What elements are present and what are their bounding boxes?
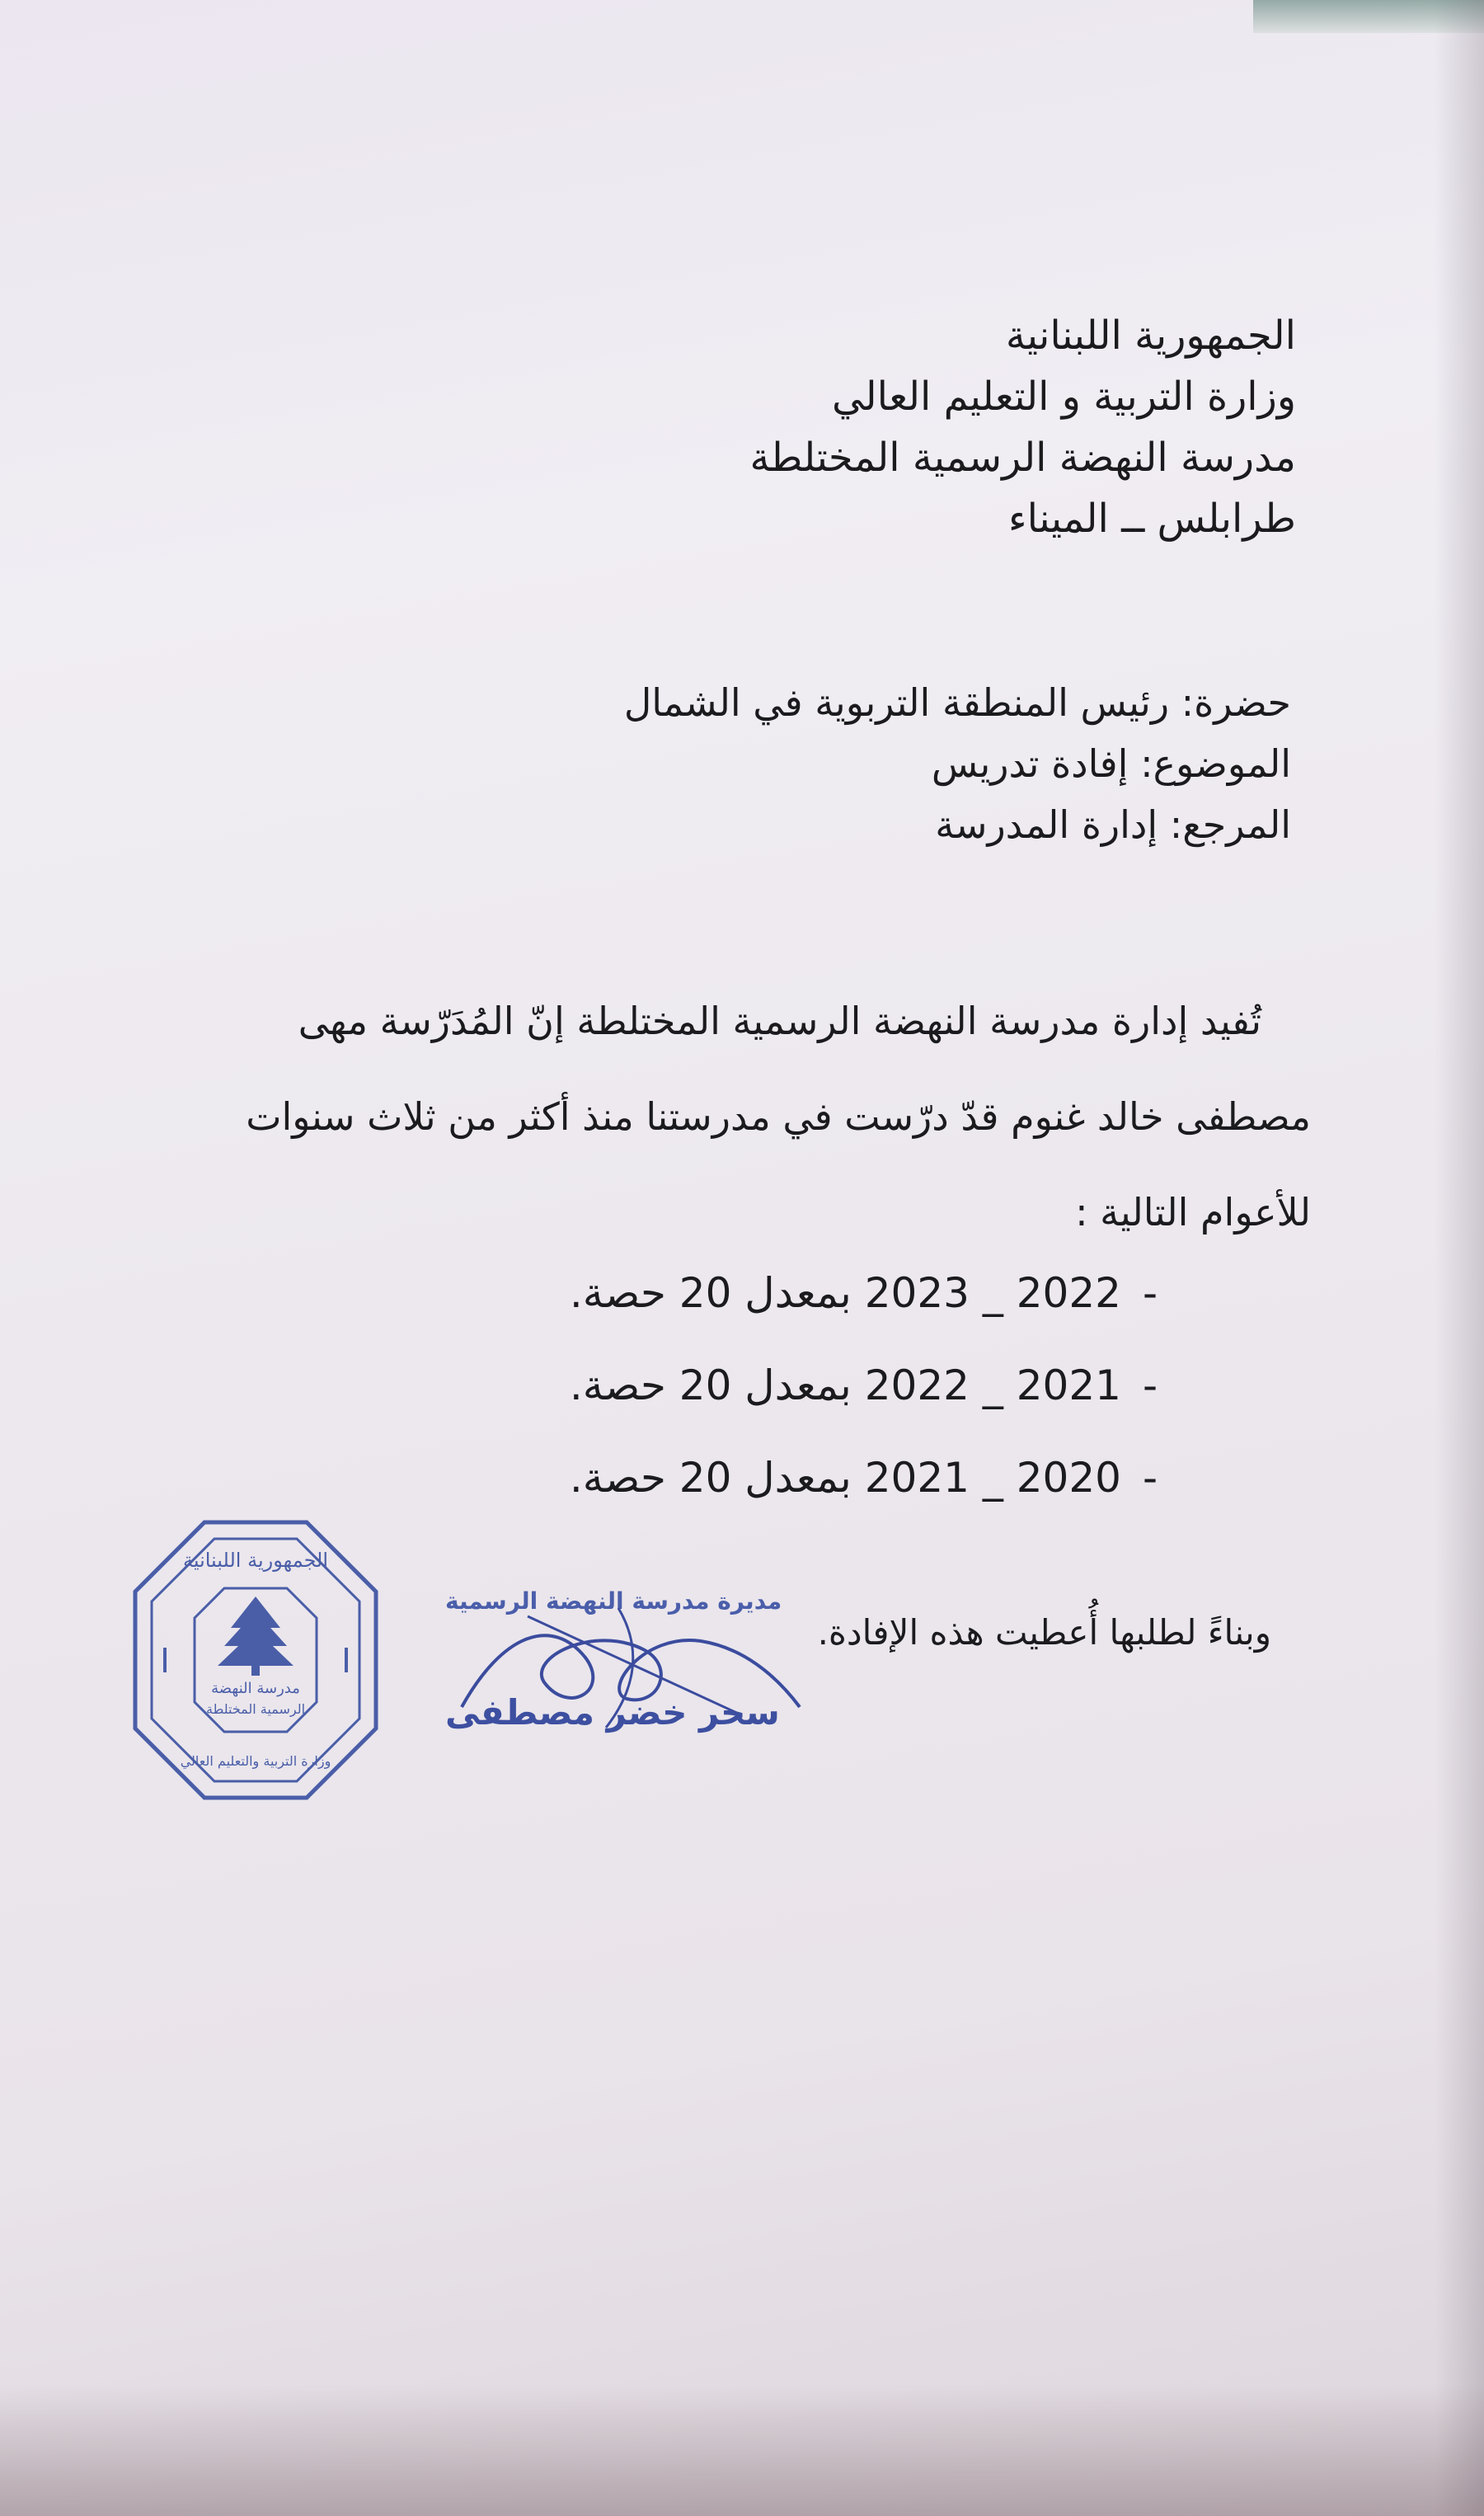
year-text: 2022 _ 2023 بمعدل 20 حصة. <box>569 1269 1121 1317</box>
stamp-outer-text: الجمهورية اللبنانية <box>182 1549 329 1572</box>
body-line-1: تُفيد إدارة مدرسة النهضة الرسمية المختلطة إنّ المُدَرّسة مهى <box>298 999 1261 1043</box>
stamp-inner-2: الرسمية المختلطة <box>205 1701 306 1717</box>
stamp-bottom-text: وزارة التربية والتعليم العالي <box>180 1753 331 1769</box>
signature-name: سحر خضر مصطفى <box>445 1692 780 1733</box>
recipient-line: حضرة: رئيس المنطقة التربوية في الشمال <box>623 680 1291 725</box>
year-text: 2021 _ 2022 بمعدل 20 حصة. <box>569 1361 1121 1409</box>
subject-line: الموضوع: إفادة تدريس <box>931 741 1291 786</box>
stamp-graphic <box>132 1516 379 1804</box>
year-item-2 <box>570 1339 1179 1432</box>
letterhead-country: الجمهورية اللبنانية <box>1005 313 1296 359</box>
letterhead-location: طرابلس ــ الميناء <box>1008 496 1296 542</box>
letterhead-school: مدرسة النهضة الرسمية المختلطة <box>749 435 1296 481</box>
body-line-2: مصطفى خالد غنوم قدّ درّست في مدرستنا منذ أكثر من ثلاث سنوات <box>246 1094 1311 1139</box>
list-dash: - <box>1142 1269 1158 1317</box>
list-dash: - <box>1142 1361 1158 1409</box>
page-edge-shadow <box>1435 0 1484 2516</box>
year-item-3 <box>570 1432 1179 1524</box>
closing-line: وبناءً لطلبها أُعطيت هذه الإفادة. <box>817 1612 1271 1653</box>
year-text: 2020 _ 2021 بمعدل 20 حصة. <box>569 1454 1121 1502</box>
reference-line: المرجع: إدارة المدرسة <box>935 802 1291 847</box>
letter-body <box>246 973 1311 1260</box>
list-dash: - <box>1142 1454 1158 1502</box>
page-bottom-shadow <box>0 2384 1484 2516</box>
letterhead-ministry: وزارة التربية و التعليم العالي <box>831 374 1296 420</box>
body-line-3: للأعوام التالية : <box>1075 1190 1311 1234</box>
years-list <box>570 1247 1179 1524</box>
letterhead <box>749 305 1296 549</box>
school-stamp <box>132 1516 379 1804</box>
signature-title: مديرة مدرسة النهضة الرسمية <box>445 1587 782 1615</box>
stamp-inner-1: مدرسة النهضة <box>211 1680 300 1697</box>
letter-meta <box>624 672 1291 855</box>
year-item-1 <box>570 1247 1179 1339</box>
